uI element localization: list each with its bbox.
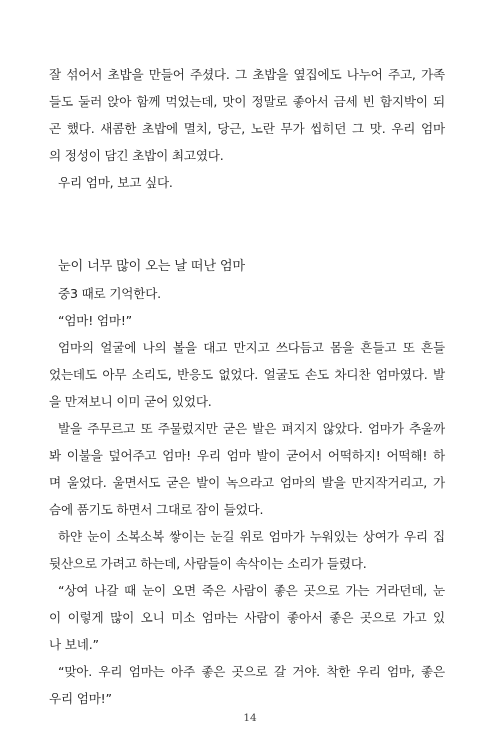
text-line: 이 이렇게 많이 오니 미소 엄마는 사람이 좋아서 좋은 곳으로 가고 있 bbox=[49, 610, 445, 625]
text-line: 었는데도 아무 소리도, 반응도 없었다. 얼굴도 손도 차디찬 엄마였다. 발 bbox=[49, 367, 445, 382]
text-line: 의 정성이 담긴 초밥이 최고였다. bbox=[49, 148, 224, 163]
text-line: 봐 이불을 덮어주고 엄마! 우리 엄마 발이 굳어서 어떡하지! 어떡해! 하 bbox=[49, 448, 445, 463]
paragraph-block-section bbox=[49, 253, 445, 712]
text-line: 나 보네.” bbox=[49, 637, 99, 652]
text-line: “엄마! 엄마!” bbox=[58, 313, 133, 328]
text-line: 중3 때로 기억한다. bbox=[58, 286, 161, 301]
text-line: 을 만져보니 이미 굳어 있었다. bbox=[49, 394, 212, 409]
text-line: 슴에 품기도 하면서 그대로 잠이 들었다. bbox=[49, 502, 264, 517]
text-line: 곤 했다. 새콤한 초밥에 멸치, 당근, 노란 무가 씹히던 그 맛. 우리 엄마 bbox=[49, 121, 445, 136]
text-line: 잘 섞어서 초밥을 만들어 주셨다. 그 초밥을 옆집에도 나누어 주고, 가족 bbox=[49, 67, 445, 82]
text-line: 뒷산으로 가려고 하는데, 사람들이 속삭이는 소리가 들렸다. bbox=[49, 556, 367, 571]
text-line: 발을 주무르고 또 주물렀지만 굳은 발은 펴지지 않았다. 엄마가 추울까 bbox=[58, 421, 445, 436]
text-line: 우리 엄마, 보고 싶다. bbox=[58, 175, 173, 190]
text-line: 며 울었다. 울면서도 굳은 발이 녹으라고 엄마의 발을 만지작거리고, 가 bbox=[49, 475, 445, 490]
text-line: “맞아. 우리 엄마는 아주 좋은 곳으로 갈 거야. 착한 우리 엄마, 좋은 bbox=[58, 664, 445, 679]
text-line: 들도 둘러 앉아 함께 먹었는데, 맛이 정말로 좋아서 금세 빈 함지박이 되 bbox=[49, 94, 445, 109]
text-line: 우리 엄마!” bbox=[49, 691, 112, 706]
page-number: 14 bbox=[243, 712, 257, 724]
section-heading: 눈이 너무 많이 오는 날 떠난 엄마 bbox=[58, 259, 245, 274]
paragraph-block-continuation bbox=[49, 61, 445, 196]
text-line: 엄마의 얼굴에 나의 볼을 대고 만지고 쓰다듬고 몸을 흔들고 또 흔들 bbox=[58, 340, 445, 355]
text-line: “상여 나갈 때 눈이 오면 죽은 사람이 좋은 곳으로 가는 거라던데, 눈 bbox=[58, 583, 445, 598]
text-line: 하얀 눈이 소복소복 쌓이는 눈길 위로 엄마가 누워있는 상여가 우리 집 bbox=[58, 529, 445, 544]
